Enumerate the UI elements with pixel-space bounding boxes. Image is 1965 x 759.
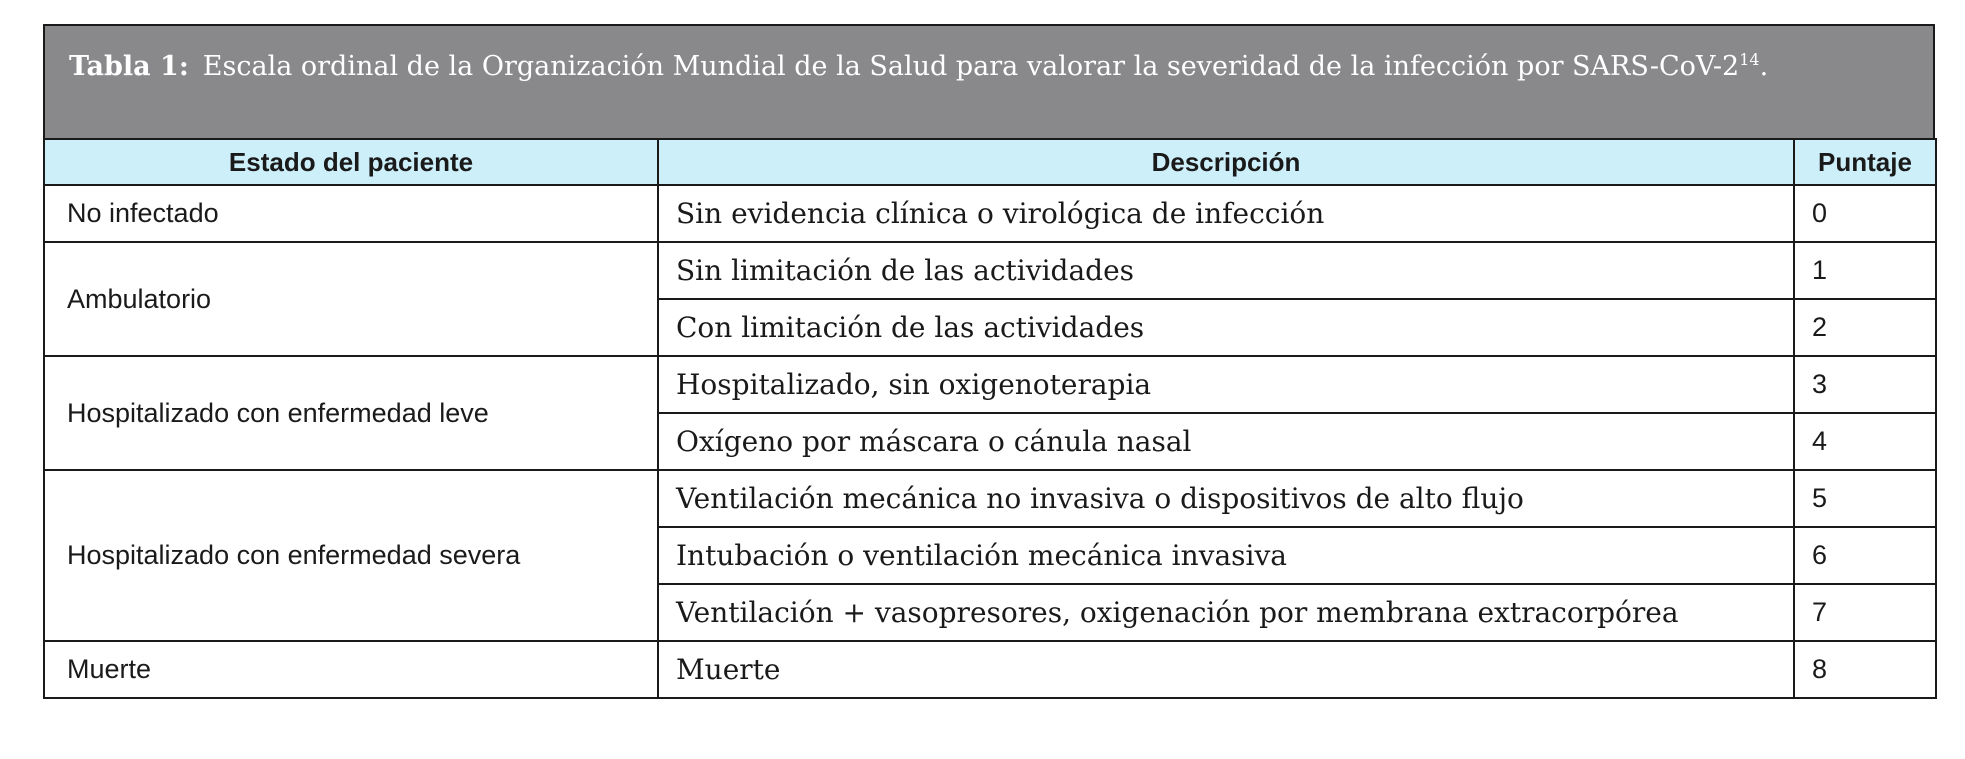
severity-table	[43, 138, 1937, 699]
score-cell: 1	[1794, 242, 1936, 299]
caption-end: .	[1759, 51, 1769, 82]
table-caption	[43, 24, 1935, 138]
caption-label: Tabla 1:	[69, 51, 189, 82]
header-score: Puntaje	[1794, 139, 1936, 185]
table-row	[44, 470, 1936, 527]
score-cell: 2	[1794, 299, 1936, 356]
score-cell: 0	[1794, 185, 1936, 242]
table-container	[43, 24, 1935, 699]
description-cell: Intubación o ventilación mecánica invasiva	[658, 527, 1794, 584]
table-body	[44, 185, 1936, 698]
description-cell: Hospitalizado, sin oxigenoterapia	[658, 356, 1794, 413]
score-cell: 6	[1794, 527, 1936, 584]
score-cell: 7	[1794, 584, 1936, 641]
score-cell: 5	[1794, 470, 1936, 527]
table-row	[44, 641, 1936, 698]
caption-reference: 14	[1739, 50, 1760, 69]
score-cell: 3	[1794, 356, 1936, 413]
state-cell: Muerte	[44, 641, 658, 698]
description-cell: Oxígeno por máscara o cánula nasal	[658, 413, 1794, 470]
header-row	[44, 139, 1936, 185]
score-cell: 4	[1794, 413, 1936, 470]
state-cell: Ambulatorio	[44, 242, 658, 356]
header-description: Descripción	[658, 139, 1794, 185]
description-cell: Ventilación + vasopresores, oxigenación por membrana extracorpórea	[658, 584, 1794, 641]
description-cell: Con limitación de las actividades	[658, 299, 1794, 356]
caption-text	[203, 46, 1933, 138]
description-cell: Muerte	[658, 641, 1794, 698]
state-cell: Hospitalizado con enfermedad severa	[44, 470, 658, 641]
state-cell: Hospitalizado con enfermedad leve	[44, 356, 658, 470]
caption-title: Escala ordinal de la Organización Mundial de la Salud para valorar la severidad de la infección por SARS-CoV-2	[202, 51, 1740, 82]
table-row	[44, 356, 1936, 413]
description-cell: Ventilación mecánica no invasiva o dispositivos de alto flujo	[658, 470, 1794, 527]
score-cell: 8	[1794, 641, 1936, 698]
description-cell: Sin evidencia clínica o virológica de infección	[658, 185, 1794, 242]
table-row	[44, 242, 1936, 299]
header-state: Estado del paciente	[44, 139, 658, 185]
state-cell: No infectado	[44, 185, 658, 242]
description-cell: Sin limitación de las actividades	[658, 242, 1794, 299]
table-row	[44, 185, 1936, 242]
